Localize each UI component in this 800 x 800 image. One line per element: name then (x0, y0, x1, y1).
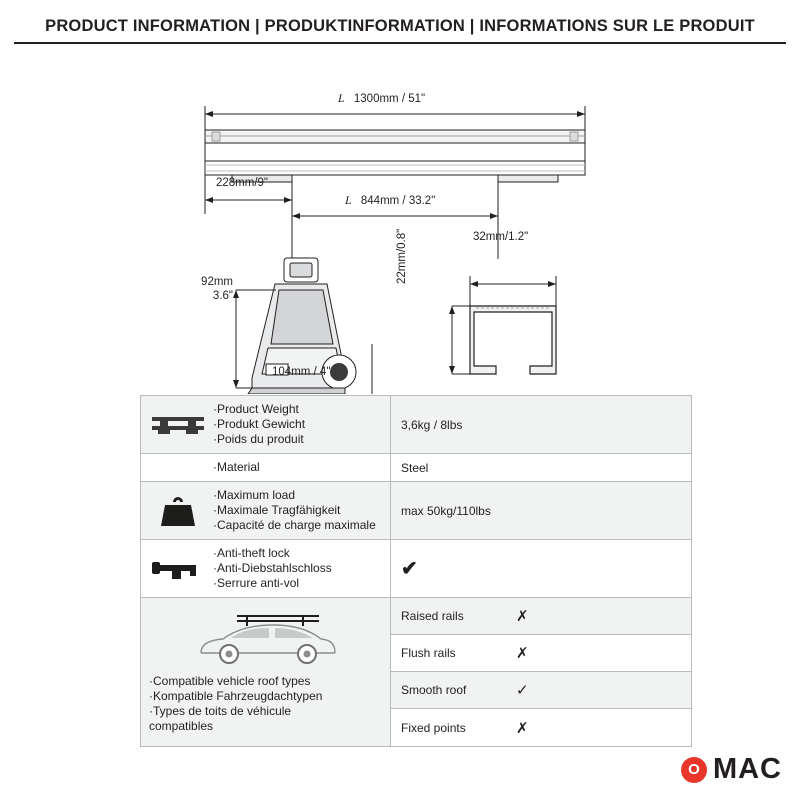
spec-label-material: · Material (213, 460, 260, 475)
foot-height-mm: 92mm (201, 276, 233, 288)
spec-value-maxload: max 50kg/110lbs (391, 482, 691, 539)
list-item (391, 709, 691, 746)
list-item (391, 598, 691, 635)
logo-mark-letter: O (688, 761, 700, 778)
inner-span-value: 844mm / 33.2" (360, 195, 436, 207)
brand-logo (681, 753, 782, 786)
bar-total-symbol: L (338, 91, 345, 105)
weight-icon (149, 493, 207, 529)
spec-value-lock (391, 540, 691, 597)
logo-circle-icon (681, 757, 707, 783)
roof-option-name: Smooth roof (401, 683, 467, 697)
roof-option-name: Raised rails (401, 609, 464, 623)
roof-types-options (391, 598, 691, 746)
profile-width-dimension: 32mm/1.2" (473, 231, 529, 243)
spec-label-roof-types: · Compatible vehicle roof types · Kompatible Fahrzeugdachtypen · Types de toits de véhicule compatibles (149, 674, 324, 734)
roof-option-value: ✗ (516, 719, 529, 737)
bar-total-dimension (338, 91, 425, 106)
list-item (391, 672, 691, 709)
spec-label-cell-lock (141, 540, 391, 597)
roof-option-value: ✗ (516, 608, 529, 625)
table-row-roof-types (141, 598, 691, 746)
crossbar-icon (149, 410, 207, 440)
roof-option-value: ✓ (516, 682, 529, 699)
technical-drawing (0, 44, 800, 394)
inner-span-symbol: L (345, 193, 352, 207)
foot-height-in: 3.6" (212, 289, 233, 302)
car-with-rack-icon (191, 609, 341, 670)
spec-label-weight: · Product Weight · Produkt Gewicht · Poids du produit (213, 402, 305, 447)
table-row (141, 540, 691, 598)
page-header (14, 10, 786, 44)
spec-label-cell-weight (141, 396, 391, 453)
spec-value-weight: 3,6kg / 8lbs (391, 396, 691, 453)
table-row (141, 454, 691, 482)
roof-option-value: ✗ (516, 645, 529, 662)
spec-value-material: Steel (391, 454, 691, 481)
foot-height-dimension (189, 276, 233, 304)
table-row (141, 482, 691, 540)
check-icon: ✔ (401, 557, 418, 580)
spec-label-lock: · Anti-theft lock · Anti-Diebstahlschloss · Serrure anti-vol (213, 546, 332, 591)
spec-label-cell-material (141, 454, 391, 481)
spec-label-cell-roof-types (141, 598, 391, 746)
foot-width-dimension: 104mm / 4" (272, 366, 331, 378)
table-row (141, 396, 691, 454)
list-item (391, 635, 691, 672)
page-title: PRODUCT INFORMATION | PRODUKTINFORMATION | INFORMATIONS SUR LE PRODUIT (45, 16, 755, 35)
inner-span-dimension (345, 193, 435, 208)
profile-height-dimension: 22mm/0.8" (396, 228, 408, 284)
offset-dimension-value: 228mm/9" (216, 177, 269, 189)
logo-text: MAC (712, 753, 782, 785)
lock-icon (149, 555, 207, 583)
roof-option-name: Flush rails (401, 646, 456, 660)
roof-option-name: Fixed points (401, 720, 466, 735)
spec-label-cell-maxload (141, 482, 391, 539)
spec-label-maxload: · Maximum load · Maximale Tragfähigkeit · Capacité de charge maximale (213, 488, 376, 533)
specification-table (140, 395, 692, 747)
bar-total-value: 1300mm / 51" (353, 93, 426, 105)
